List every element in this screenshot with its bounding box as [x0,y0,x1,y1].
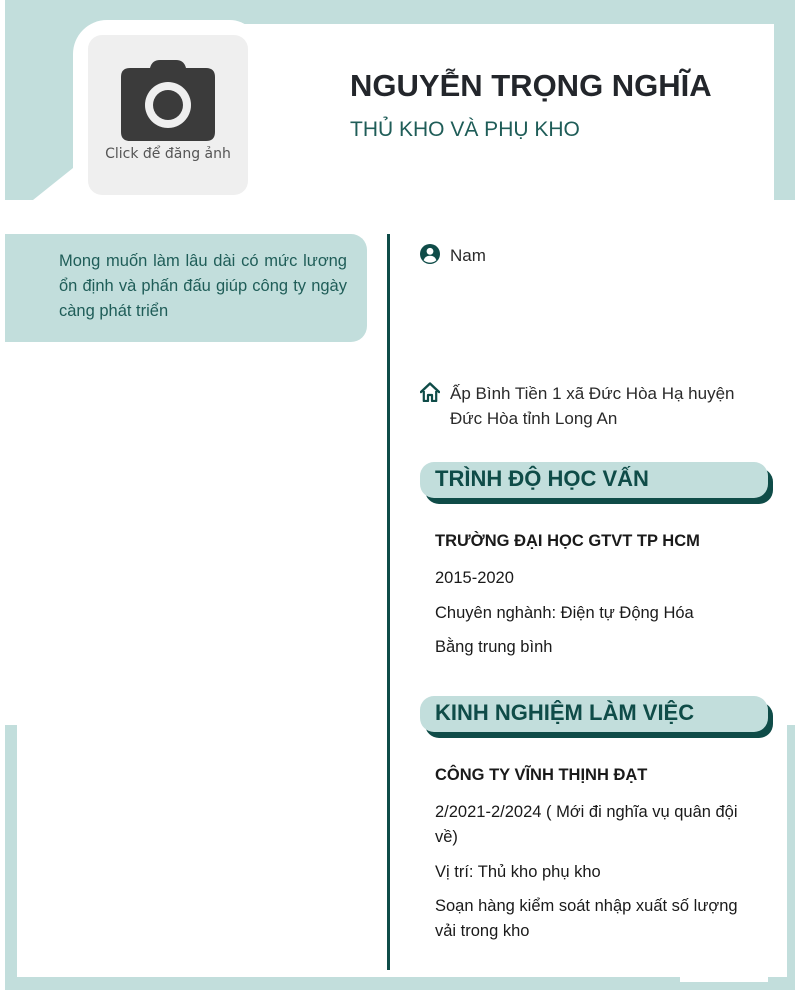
camera-icon [120,58,216,142]
experience-role: Vị trí: Thủ kho phụ kho [435,863,601,881]
education-section-header [420,462,768,498]
experience-section-title: KINH NGHIỆM LÀM VIỆC [435,700,695,725]
experience-description: Soạn hàng kiểm soát nhập xuất số lượng vải trong kho [435,897,738,940]
company-name: CÔNG TY VĨNH THỊNH ĐẠT [435,766,648,784]
avatar-caption: Click để đăng ảnh [105,146,231,162]
candidate-position: THỦ KHO VÀ PHỤ KHO [350,118,580,141]
career-objective-text: Mong muốn làm lâu dài có mức lương ổn định và phấn đấu giúp công ty ngày càng phát triển [59,252,347,320]
education-major: Chuyên nghành: Điện tự Động Hóa [435,604,694,622]
experience-period: 2/2021-2/2024 ( Mới đi nghĩa vụ quân đội về) [435,803,738,846]
header-panel [235,24,774,200]
candidate-name: NGUYỄN TRỌNG NGHĨA [350,68,712,103]
home-icon [420,382,440,402]
footer-watermark [680,968,768,982]
user-circle-icon [420,244,440,264]
avatar-upload[interactable] [88,35,248,195]
experience-section-header [420,696,768,732]
education-degree: Bằng trung bình [435,638,553,656]
education-period: 2015-2020 [435,569,514,587]
column-divider [387,234,390,970]
header-corner [33,168,73,200]
gender-value: Nam [450,246,486,265]
address-value: Ấp Bình Tiền 1 xã Đức Hòa Hạ huyện Đức Hòa tỉnh Long An [450,384,735,428]
education-section-title: TRÌNH ĐỘ HỌC VẤN [435,466,649,491]
school-name: TRƯỜNG ĐẠI HỌC GTVT TP HCM [435,532,700,550]
career-objective-card [5,234,367,342]
